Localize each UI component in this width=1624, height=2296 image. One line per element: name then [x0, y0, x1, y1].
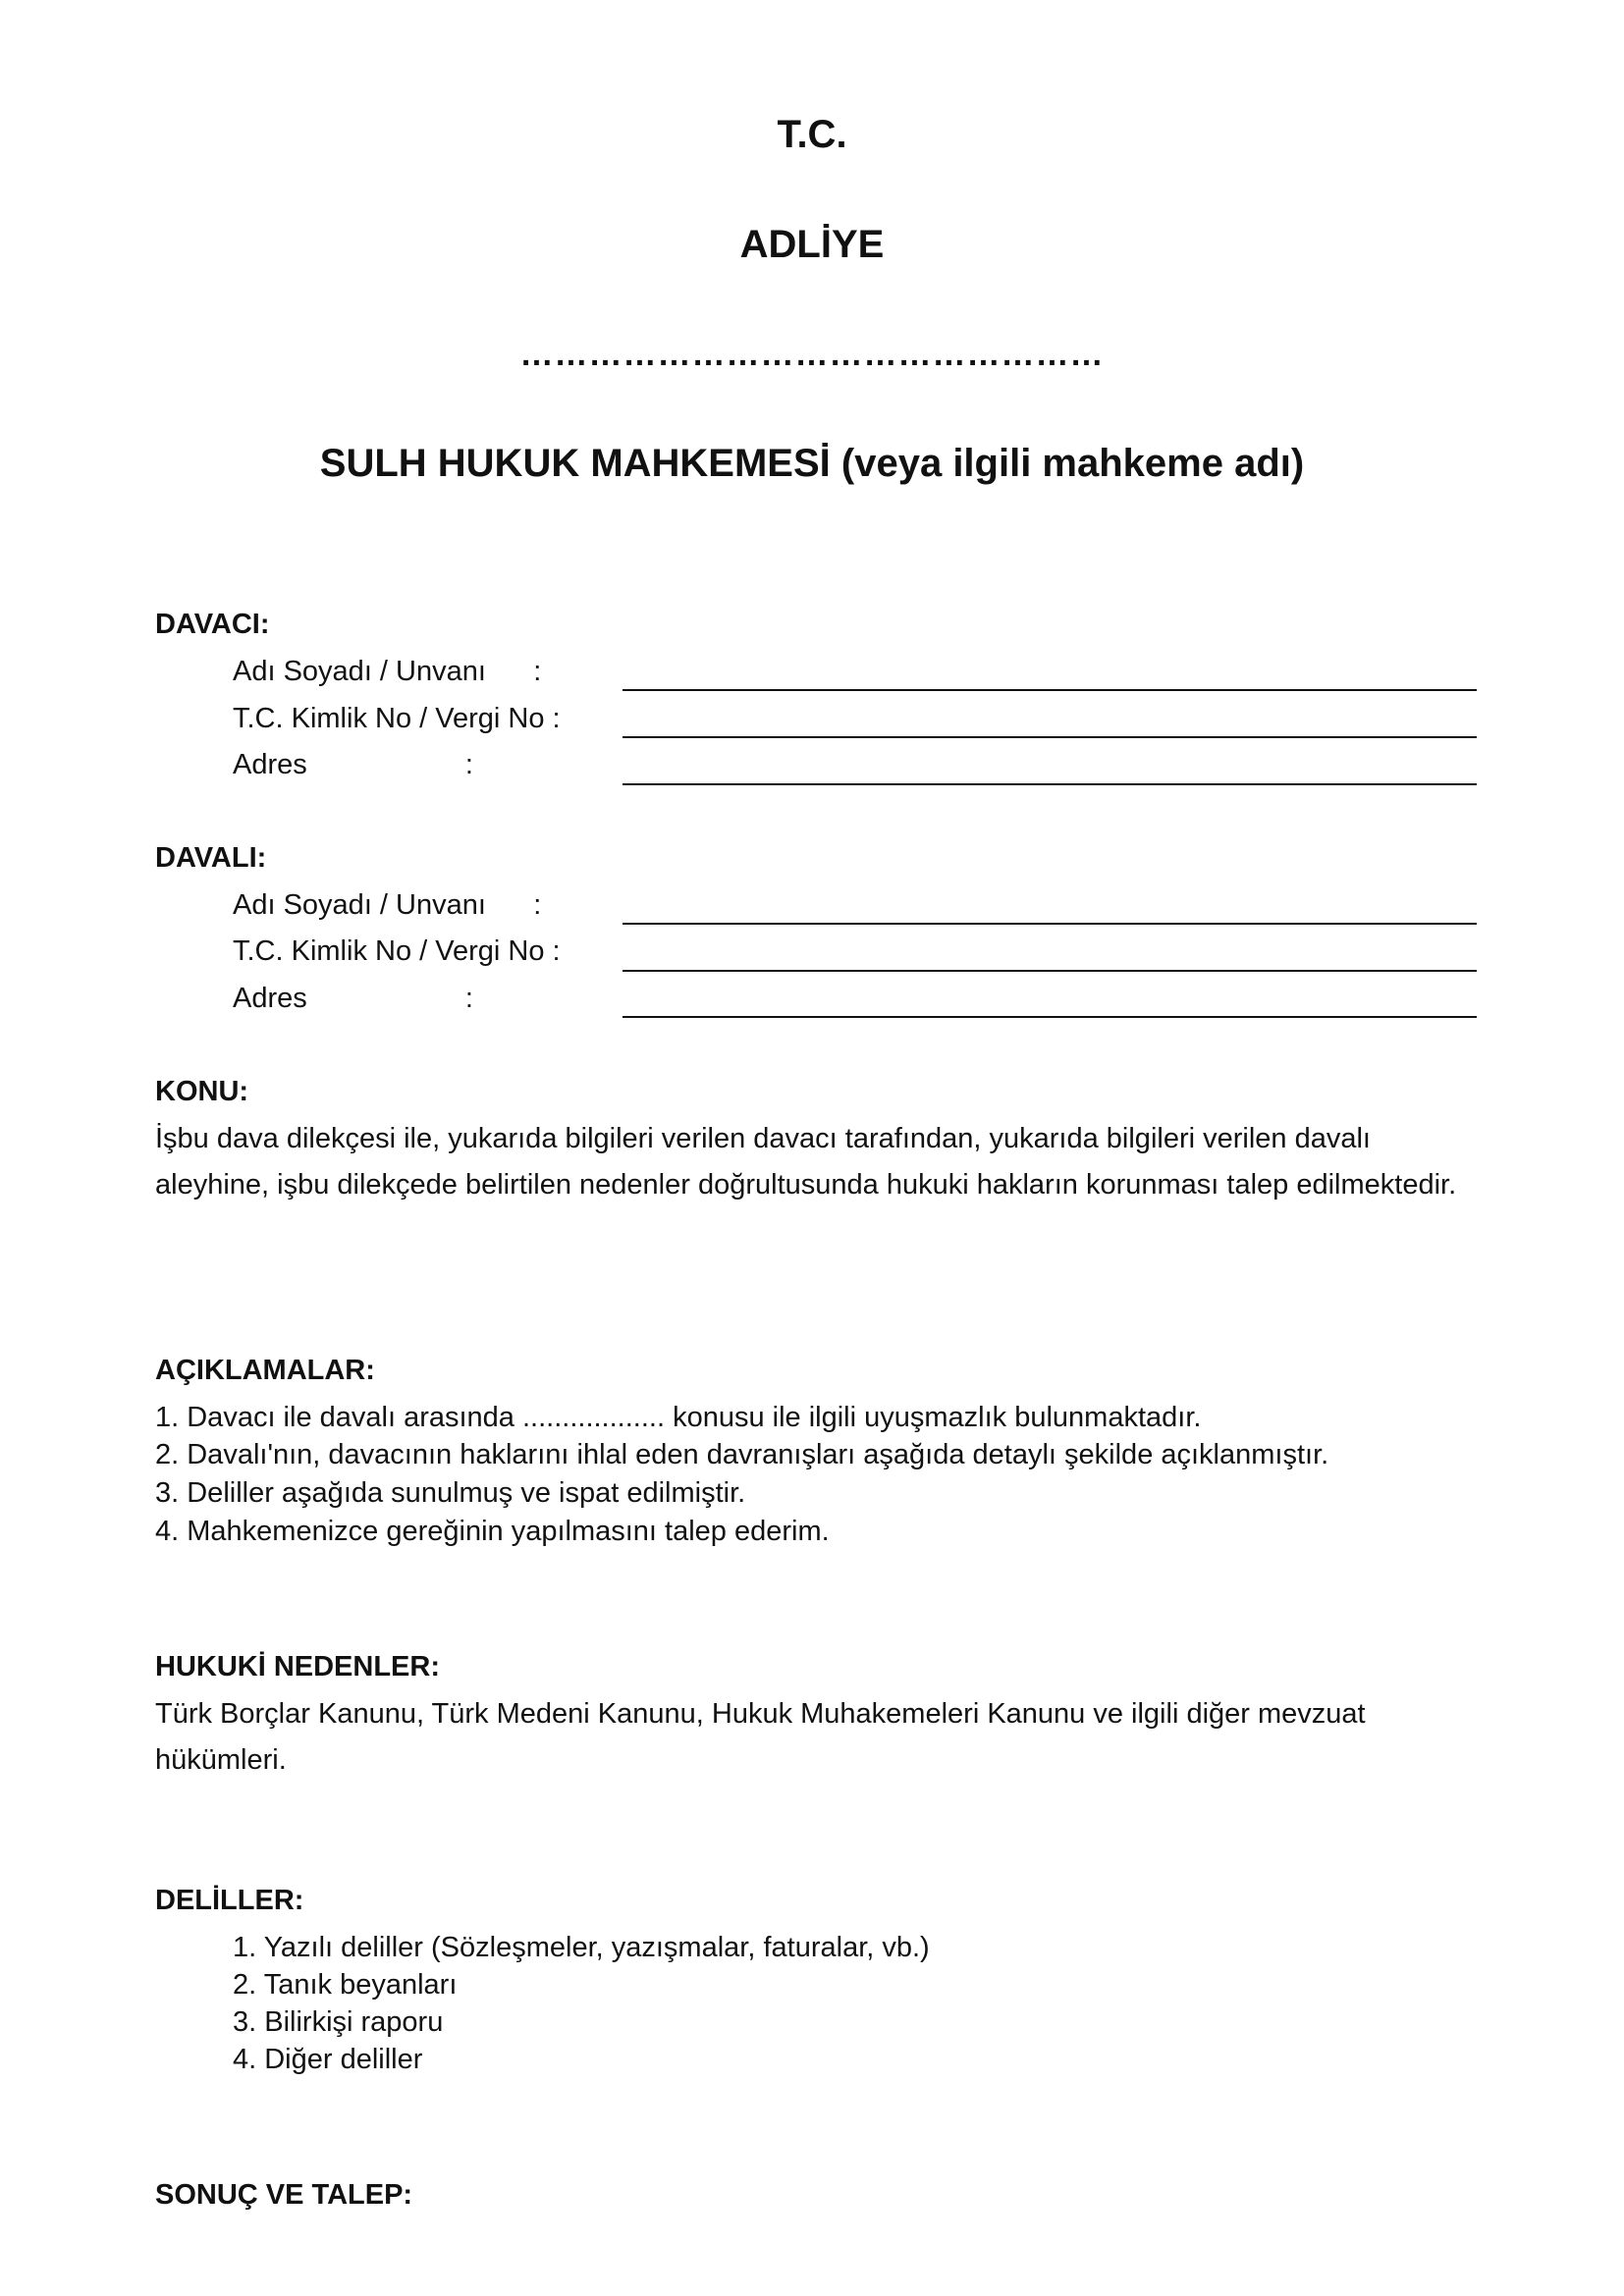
hukuki-nedenler-heading: HUKUKİ NEDENLER: — [155, 1651, 440, 1682]
konu-text: İşbu dava dilekçesi ile, yukarıda bilgileri verilen davacı tarafından, yukarıda bilgileri verilen davalı aleyhine, işbu dilekçede belirtilen nedenler doğrultusunda hukuki hakların korunması talep edilmektedir. — [155, 1123, 1457, 1201]
davali-id-label: T.C. Kimlik No / Vergi No : — [233, 935, 561, 967]
header-court-name: SULH HUKUK MAHKEMESİ (veya ilgili mahkeme adı) — [319, 442, 1305, 485]
davaci-address-label: Adres : — [233, 749, 473, 780]
davali-address-label: Adres : — [233, 983, 473, 1014]
delil-item: 3. Bilirkişi raporu — [233, 2006, 444, 2038]
delil-item: 4. Diğer deliller — [233, 2044, 423, 2075]
header-dots-placeholder: …………………………………………… — [519, 336, 1105, 373]
aciklama-item: 3. Deliller aşağıda sunulmuş ve ispat edilmiştir. — [155, 1477, 746, 1509]
delil-item: 1. Yazılı deliller (Sözleşmeler, yazışmalar, faturalar, vb.) — [233, 1932, 930, 1963]
delil-item: 2. Tanık beyanları — [233, 1969, 458, 2001]
davaci-name-line[interactable] — [623, 689, 1477, 691]
davaci-heading: DAVACI: — [155, 609, 270, 640]
aciklama-item: 2. Davalı'nın, davacının haklarını ihlal eden davranışları aşağıda detaylı şekilde açıklanmıştır. — [155, 1439, 1329, 1470]
davaci-address-line[interactable] — [623, 783, 1477, 785]
aciklama-item: 1. Davacı ile davalı arasında .................. konusu ile ilgili uyuşmazlık bulunmaktadır. — [155, 1402, 1202, 1433]
davaci-name-label: Adı Soyadı / Unvanı : — [233, 656, 542, 687]
hukuki-nedenler-text: Türk Borçlar Kanunu, Türk Medeni Kanunu, Hukuk Muhakemeleri Kanunu ve ilgili diğer mevzuat hükümleri. — [155, 1698, 1366, 1776]
davali-name-label: Adı Soyadı / Unvanı : — [233, 889, 542, 921]
davaci-id-label: T.C. Kimlik No / Vergi No : — [233, 703, 561, 734]
aciklamalar-heading: AÇIKLAMALAR: — [155, 1355, 375, 1386]
davali-id-line[interactable] — [623, 970, 1477, 972]
davali-heading: DAVALI: — [155, 842, 267, 874]
davaci-id-line[interactable] — [623, 736, 1477, 738]
aciklama-item: 4. Mahkemenizce gereğinin yapılmasını talep ederim. — [155, 1516, 830, 1547]
konu-heading: KONU: — [155, 1076, 249, 1107]
sonuc-heading: SONUÇ VE TALEP: — [155, 2179, 413, 2211]
header-tc: T.C. — [777, 113, 847, 156]
davali-address-line[interactable] — [623, 1016, 1477, 1018]
deliller-heading: DELİLLER: — [155, 1885, 304, 1916]
davali-name-line[interactable] — [623, 923, 1477, 925]
header-adliye: ADLİYE — [739, 223, 885, 266]
